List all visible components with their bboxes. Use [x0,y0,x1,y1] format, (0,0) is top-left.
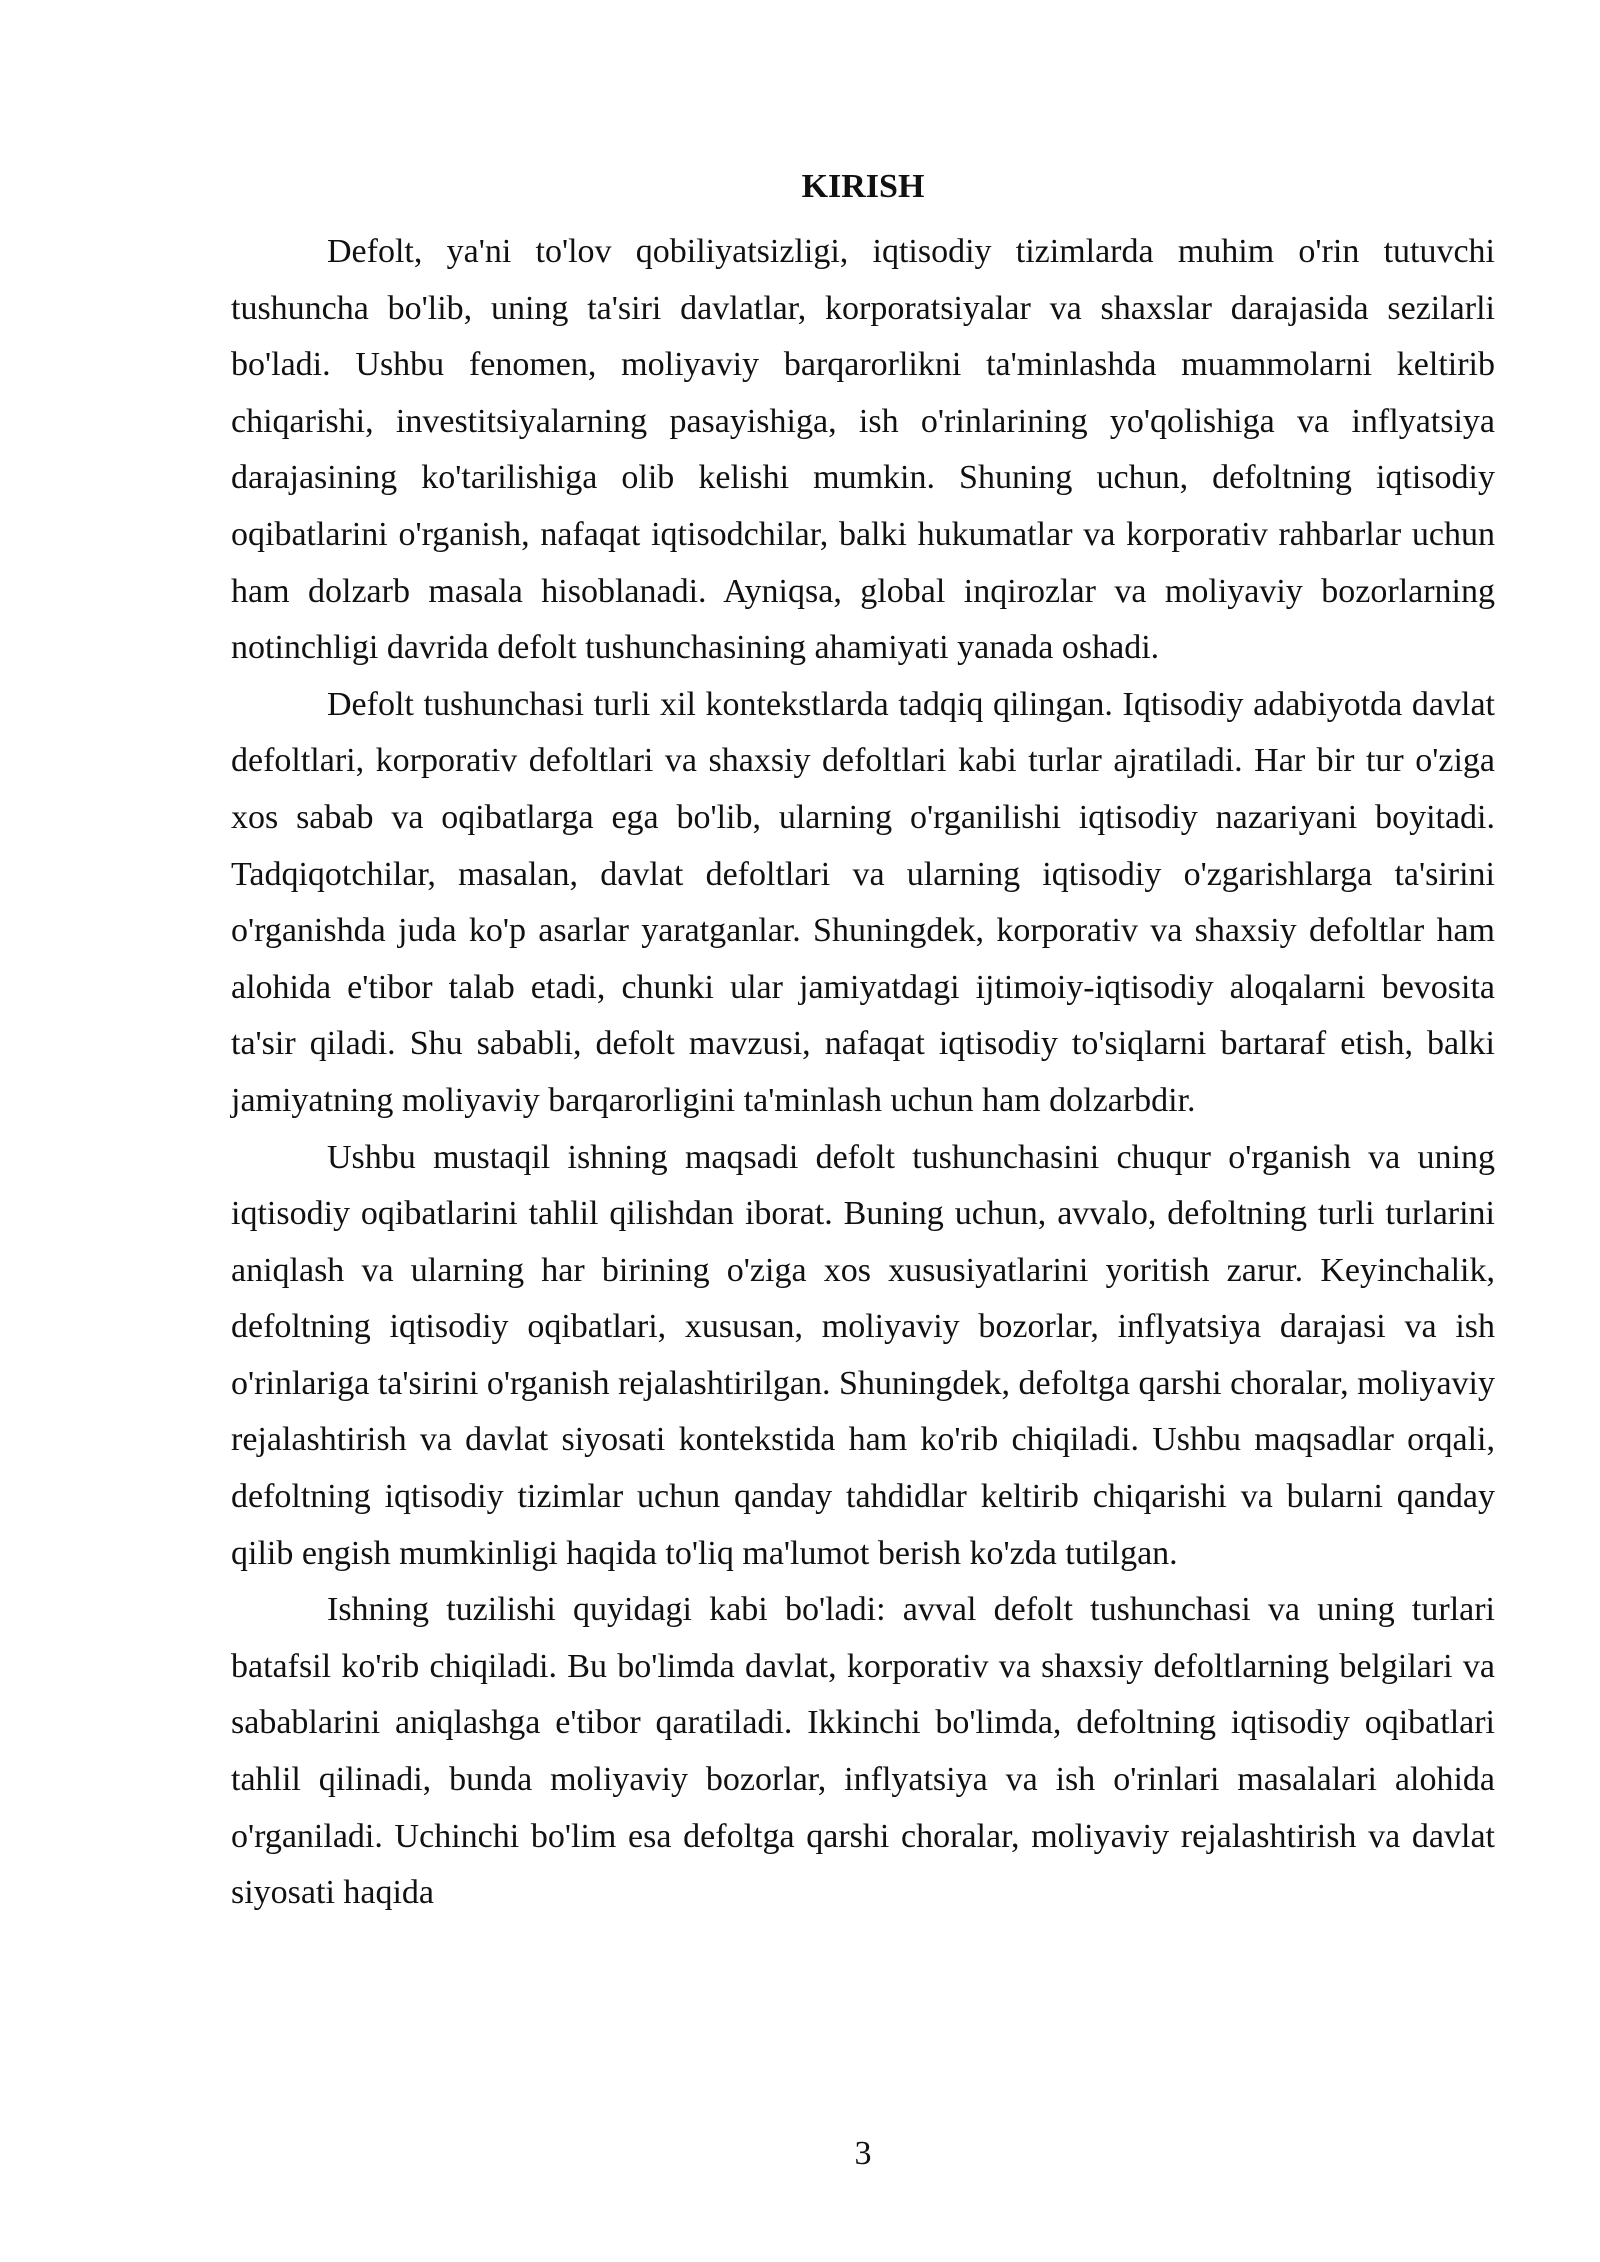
section-title: KIRISH [801,168,925,205]
paragraph-1: Defolt, ya'ni to'lov qobiliyatsizligi, iqtisodiy tizimlarda muhim o'rin tutuvchi tushuncha bo'lib, uning ta'siri davlatlar, korporatsiyalar va shaxslar darajasida sezilarli bo'ladi. Ushbu fenomen, moliyaviy barqarorlikni ta'minlashda muammolarni keltirib chiqarishi, investitsiyalarning pasayishiga, ish o'rinlarining yo'qolishiga va inflyatsiya darajasining ko'tarilishiga olib kelishi mumkin. Shuning uchun, defoltning iqtisodiy oqibatlarini o'rganish, nafaqat iqtisodchilar, balki hukumatlar va korporativ rahbarlar uchun ham dolzarb masala hisoblanadi. Ayniqsa, global inqirozlar va moliyaviy bozorlarning notinchligi davrida defolt tushunchasining ahamiyati yanada oshadi. [231,233,1495,667]
paragraph-3: Ushbu mustaqil ishning maqsadi defolt tushunchasini chuqur o'rganish va uning iqtisodiy oqibatlarini tahlil qilishdan iborat. Buning uchun, avvalo, defoltning turli turlarini aniqlash va ularning har birining o'ziga xos xususiyatlarini yoritish zarur. Keyinchalik, defoltning iqtisodiy oqibatlari, xususan, moliyaviy bozorlar, inflyatsiya darajasi va ish o'rinlariga ta'sirini o'rganish rejalashtirilgan. Shuningdek, defoltga qarshi choralar, moliyaviy rejalashtirish va davlat siyosati kontekstida ham ko'rib chiqiladi. Ushbu maqsadlar orqali, defoltning iqtisodiy tizimlar uchun qanday tahdidlar keltirib chiqarishi va bularni qanday qilib engish mumkinligi haqida to'liq ma'lumot berish ko'zda tutilgan. [231,1138,1495,1572]
paragraph-2: Defolt tushunchasi turli xil kontekstlarda tadqiq qilingan. Iqtisodiy adabiyotda davlat defoltlari, korporativ defoltlari va shaxsiy defoltlari kabi turlar ajratiladi. Har bir tur o'ziga xos sabab va oqibatlarga ega bo'lib, ularning o'rganilishi iqtisodiy nazariyani boyitadi. Tadqiqotchilar, masalan, davlat defoltlari va ularning iqtisodiy o'zgarishlarga ta'sirini o'rganishda juda ko'p asarlar yaratganlar. Shuningdek, korporativ va shaxsiy defoltlar ham alohida e'tibor talab etadi, chunki ular jamiyatdagi ijtimoiy-iqtisodiy aloqalarni bevosita ta'sir qiladi. Shu sababli, defolt mavzusi, nafaqat iqtisodiy to'siqlarni bartaraf etish, balki jamiyatning moliyaviy barqarorligini ta'minlash uchun ham dolzarbdir. [231,685,1495,1119]
page-body [231,162,1495,1922]
paragraph-4: Ishning tuzilishi quyidagi kabi bo'ladi: avval defolt tushunchasi va uning turlari batafsil ko'rib chiqiladi. Bu bo'limda davlat, korporativ va shaxsiy defoltlarning belgilari va sabablarini aniqlashga e'tibor qaratiladi. Ikkinchi bo'limda, defoltning iqtisodiy oqibatlari tahlil qilinadi, bunda moliyaviy bozorlar, inflyatsiya va ish o'rinlari masalalari alohida o'rganiladi. Uchinchi bo'lim esa defoltga qarshi choralar, moliyaviy rejalashtirish va davlat siyosati haqida [231,1591,1495,1912]
page-number: 3 [854,2135,872,2172]
